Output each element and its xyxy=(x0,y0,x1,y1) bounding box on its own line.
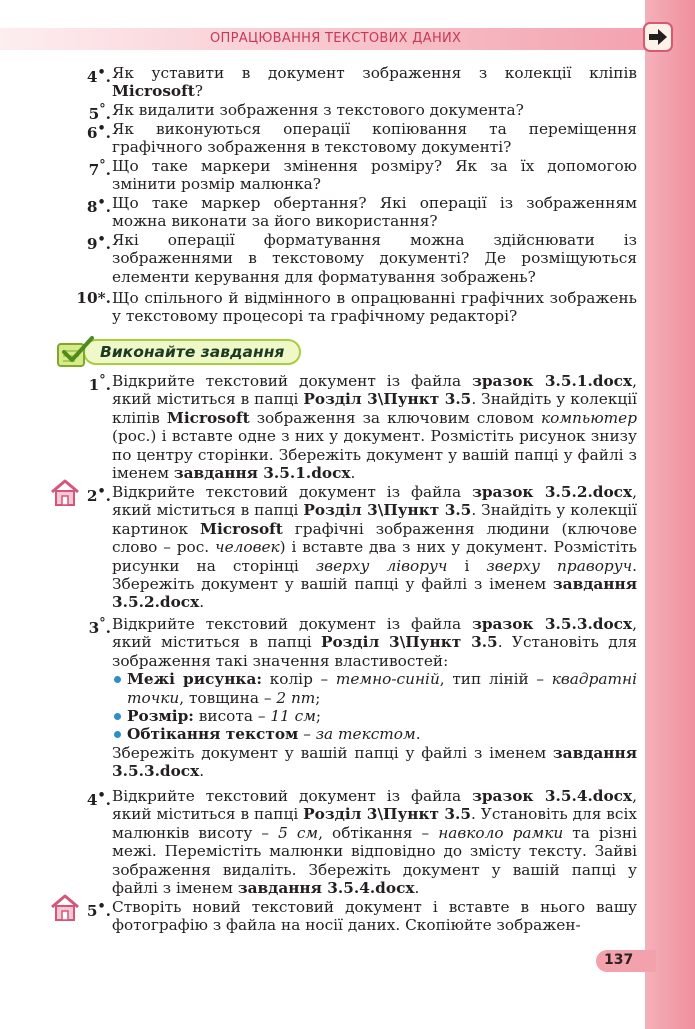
question-4: 4•. Як уставити в документ зображення з колекції кліпів Microsoft? xyxy=(86,64,637,101)
tasks-banner xyxy=(55,336,305,370)
checklist-icon xyxy=(55,336,95,370)
property-list xyxy=(112,670,637,744)
task-1: 1°. Відкрийте текстовий документ із файла зразок 3.5.1.docx, який міститься в папці Розділ 3\Пункт 3.5. Знайдіть у колекції кліпів Microsoft зображення за ключовим словом компьютер (рос.) і вставте одне з них у документ. Розмістіть рисунок знизу по центру сторінки. Збережіть документ у вашій папці у файлі з іменем завдання 3.5.1.docx. xyxy=(88,372,638,483)
question-7: 7°. Що таке маркери змінення розміру? Як за їх допомогою змінити розмір малюнка? xyxy=(88,157,637,194)
page-margin-band xyxy=(645,0,695,1029)
section-title: ОПРАЦЮВАННЯ ТЕКСТОВИХ ДАНИХ xyxy=(210,31,462,46)
home-task-icon xyxy=(50,893,80,923)
task-5: 5•. Створіть новий текстовий документ і вставте в нього вашу фотографію з файла на носії даних. Скопіюйте зображен- xyxy=(86,898,637,935)
task-2: 2•. Відкрийте текстовий документ із файла зразок 3.5.2.docx, який міститься в папці Розділ 3\Пункт 3.5. Знайдіть у колекції картинок Microsoft графічні зображення людини (ключове слово – рос. человек) і вставте два з них у документ. Розмістіть рисунки на сторінці зверху ліворуч і зверху праворуч. Збережіть документ у вашій папці у файлі з іменем завдання 3.5.2.docx. xyxy=(86,483,638,612)
question-5: 5°. Як видалити зображення з текстового документа? xyxy=(88,101,524,124)
list-item: Розмір: висота – 11 см; xyxy=(112,707,637,725)
question-6: 6•. Як виконуються операції копіювання та переміщення графічного зображення в текстовому документі? xyxy=(86,120,637,157)
task-4: 4•. Відкрийте текстовий документ із файла зразок 3.5.4.docx, який міститься в папці Розділ 3\Пункт 3.5. Установіть для всіх малюнків висоту – 5 см, обтікання – навколо рамки та різні межі. Перемістіть малюнки відповідно до змісту тексту. Зайві зображення видаліть. Збережіть документ у вашій папці у файлі з іменем завдання 3.5.4.docx. xyxy=(86,787,637,898)
question-10: 10*. Що спільного й відмінного в опрацюванні графічних зображень у текстовому процесорі та графічному редакторі? xyxy=(76,289,637,326)
list-item: Обтікання текстом – за текстом. xyxy=(112,725,637,743)
home-task-icon xyxy=(50,478,80,508)
tasks-heading: Виконайте завдання xyxy=(100,343,285,361)
question-8: 8•. Що таке маркер обертання? Які операції із зображенням можна виконати за його використання? xyxy=(86,194,637,231)
next-page-button[interactable] xyxy=(643,22,673,52)
task-3: 3°. Відкрийте текстовий документ із файла зразок 3.5.3.docx, який міститься в папці Розділ 3\Пункт 3.5. Установіть для зображення такі значення властивостей: Межі рисунка: колір – темно-синій, тип ліній – квадратні точки, товщина – 2 пт; Розмір: висота – 11 см; Обтікання текстом – за текстом. Збережіть документ у вашій папці у файлі з іменем завдання 3.5.3.docx. xyxy=(88,615,637,781)
page-number: 137 xyxy=(604,952,634,968)
arrow-right-icon xyxy=(648,28,668,46)
question-9: 9•. Які операції форматування можна здійснювати із зображеннями в текстовому документі? Де розміщуються елементи керування для форматування зображень? xyxy=(86,231,637,286)
list-item: Межі рисунка: колір – темно-синій, тип ліній – квадратні точки, товщина – 2 пт; xyxy=(112,670,637,707)
